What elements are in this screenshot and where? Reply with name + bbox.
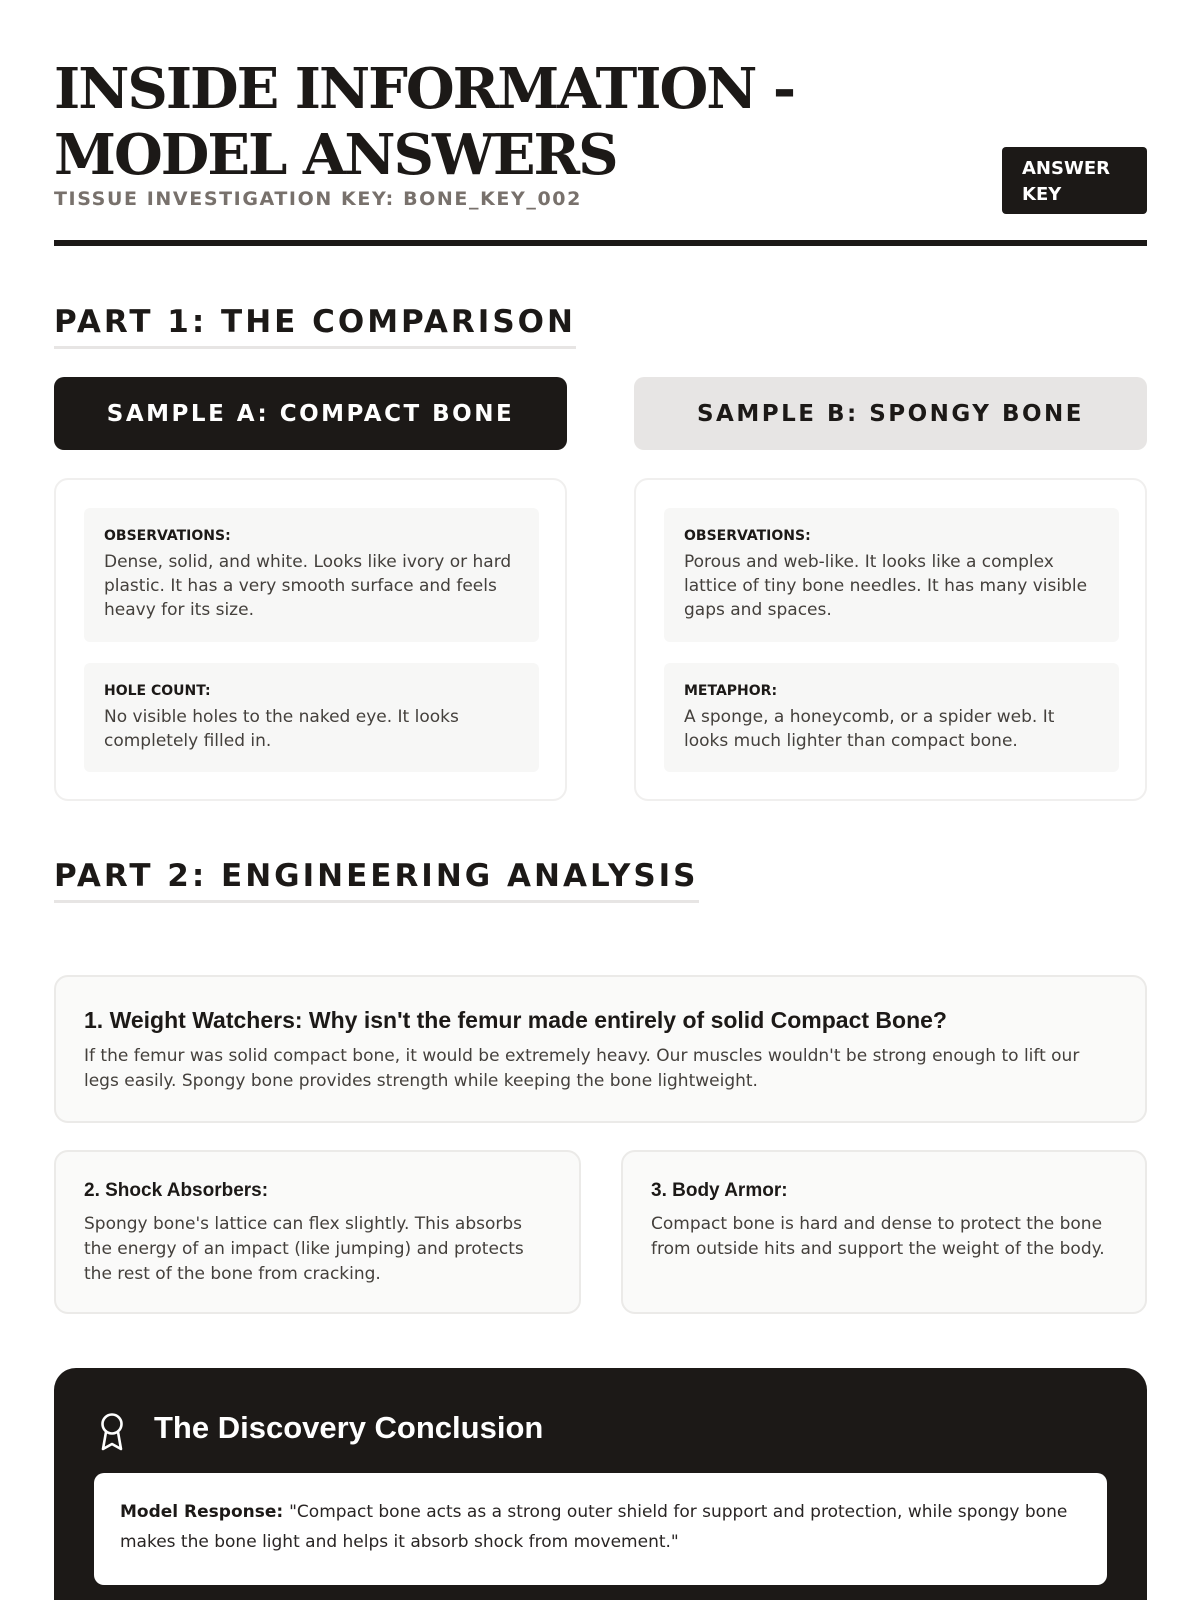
field-text: A sponge, a honeycomb, or a spider web. It looks much lighter than compact bone. <box>684 707 1055 751</box>
question-card-body-armor <box>621 1150 1147 1314</box>
conclusion-title: The Discovery Conclusion <box>154 1410 544 1445</box>
question-title: 3. Body Armor: <box>651 1180 788 1201</box>
award-ribbon-icon <box>99 1412 125 1452</box>
question-card-shock-absorbers <box>54 1150 581 1314</box>
question-card-weight-watchers <box>54 975 1147 1123</box>
field-label: METAPHOR: <box>684 683 778 699</box>
question-answer: If the femur was solid compact bone, it would be extremely heavy. Our muscles wouldn't be strong enough to lift our legs easily. Spongy bone provides strength while keeping the bone lightweight. <box>84 1046 1080 1091</box>
field-label: OBSERVATIONS: <box>684 528 811 544</box>
answer-key-page <box>54 0 1147 1600</box>
question-title: 1. Weight Watchers: Why isn't the femur made entirely of solid Compact Bone? <box>84 1007 947 1033</box>
sample-a-observations <box>84 508 539 642</box>
part1-heading: PART 1: THE COMPARISON <box>54 304 576 349</box>
field-label: HOLE COUNT: <box>104 683 211 699</box>
model-response-box <box>94 1473 1107 1585</box>
page-subtitle: TISSUE INVESTIGATION KEY: BONE_KEY_002 <box>54 188 582 210</box>
question-answer: Compact bone is hard and dense to protect the bone from outside hits and support the weight of the body. <box>651 1214 1105 1259</box>
response-text: "Compact bone acts as a strong outer shield for support and protection, while spongy bone makes the bone light and helps it absorb shock from movement." <box>120 1502 1068 1552</box>
question-answer: Spongy bone's lattice can flex slightly. This absorbs the energy of an impact (like jumping) and protects the rest of the bone from cracking. <box>84 1214 524 1284</box>
response-label: Model Response: <box>120 1502 290 1522</box>
field-label: OBSERVATIONS: <box>104 528 231 544</box>
sample-b-metaphor <box>664 663 1119 772</box>
sample-b-observations <box>664 508 1119 642</box>
field-text: Porous and web-like. It looks like a complex lattice of tiny bone needles. It has many visible gaps and spaces. <box>684 552 1088 620</box>
page-header <box>54 56 1147 248</box>
sample-b-card <box>634 478 1147 801</box>
question-title: 2. Shock Absorbers: <box>84 1180 269 1201</box>
sample-a-card <box>54 478 567 801</box>
answer-key-badge: ANSWER KEY <box>1002 147 1147 214</box>
field-text: No visible holes to the naked eye. It looks completely filled in. <box>104 707 459 751</box>
field-text: Dense, solid, and white. Looks like ivory or hard plastic. It has a very smooth surface and feels heavy for its size. <box>104 552 512 620</box>
discovery-conclusion-panel <box>54 1368 1147 1600</box>
sample-a-hole-count <box>84 663 539 772</box>
page-title: INSIDE INFORMATION - MODEL ANSWERS <box>54 56 795 188</box>
part2-heading: PART 2: ENGINEERING ANALYSIS <box>54 858 699 903</box>
sample-b-tab: SAMPLE B: SPONGY BONE <box>634 377 1147 450</box>
header-divider <box>54 240 1147 246</box>
sample-a-tab: SAMPLE A: COMPACT BONE <box>54 377 567 450</box>
